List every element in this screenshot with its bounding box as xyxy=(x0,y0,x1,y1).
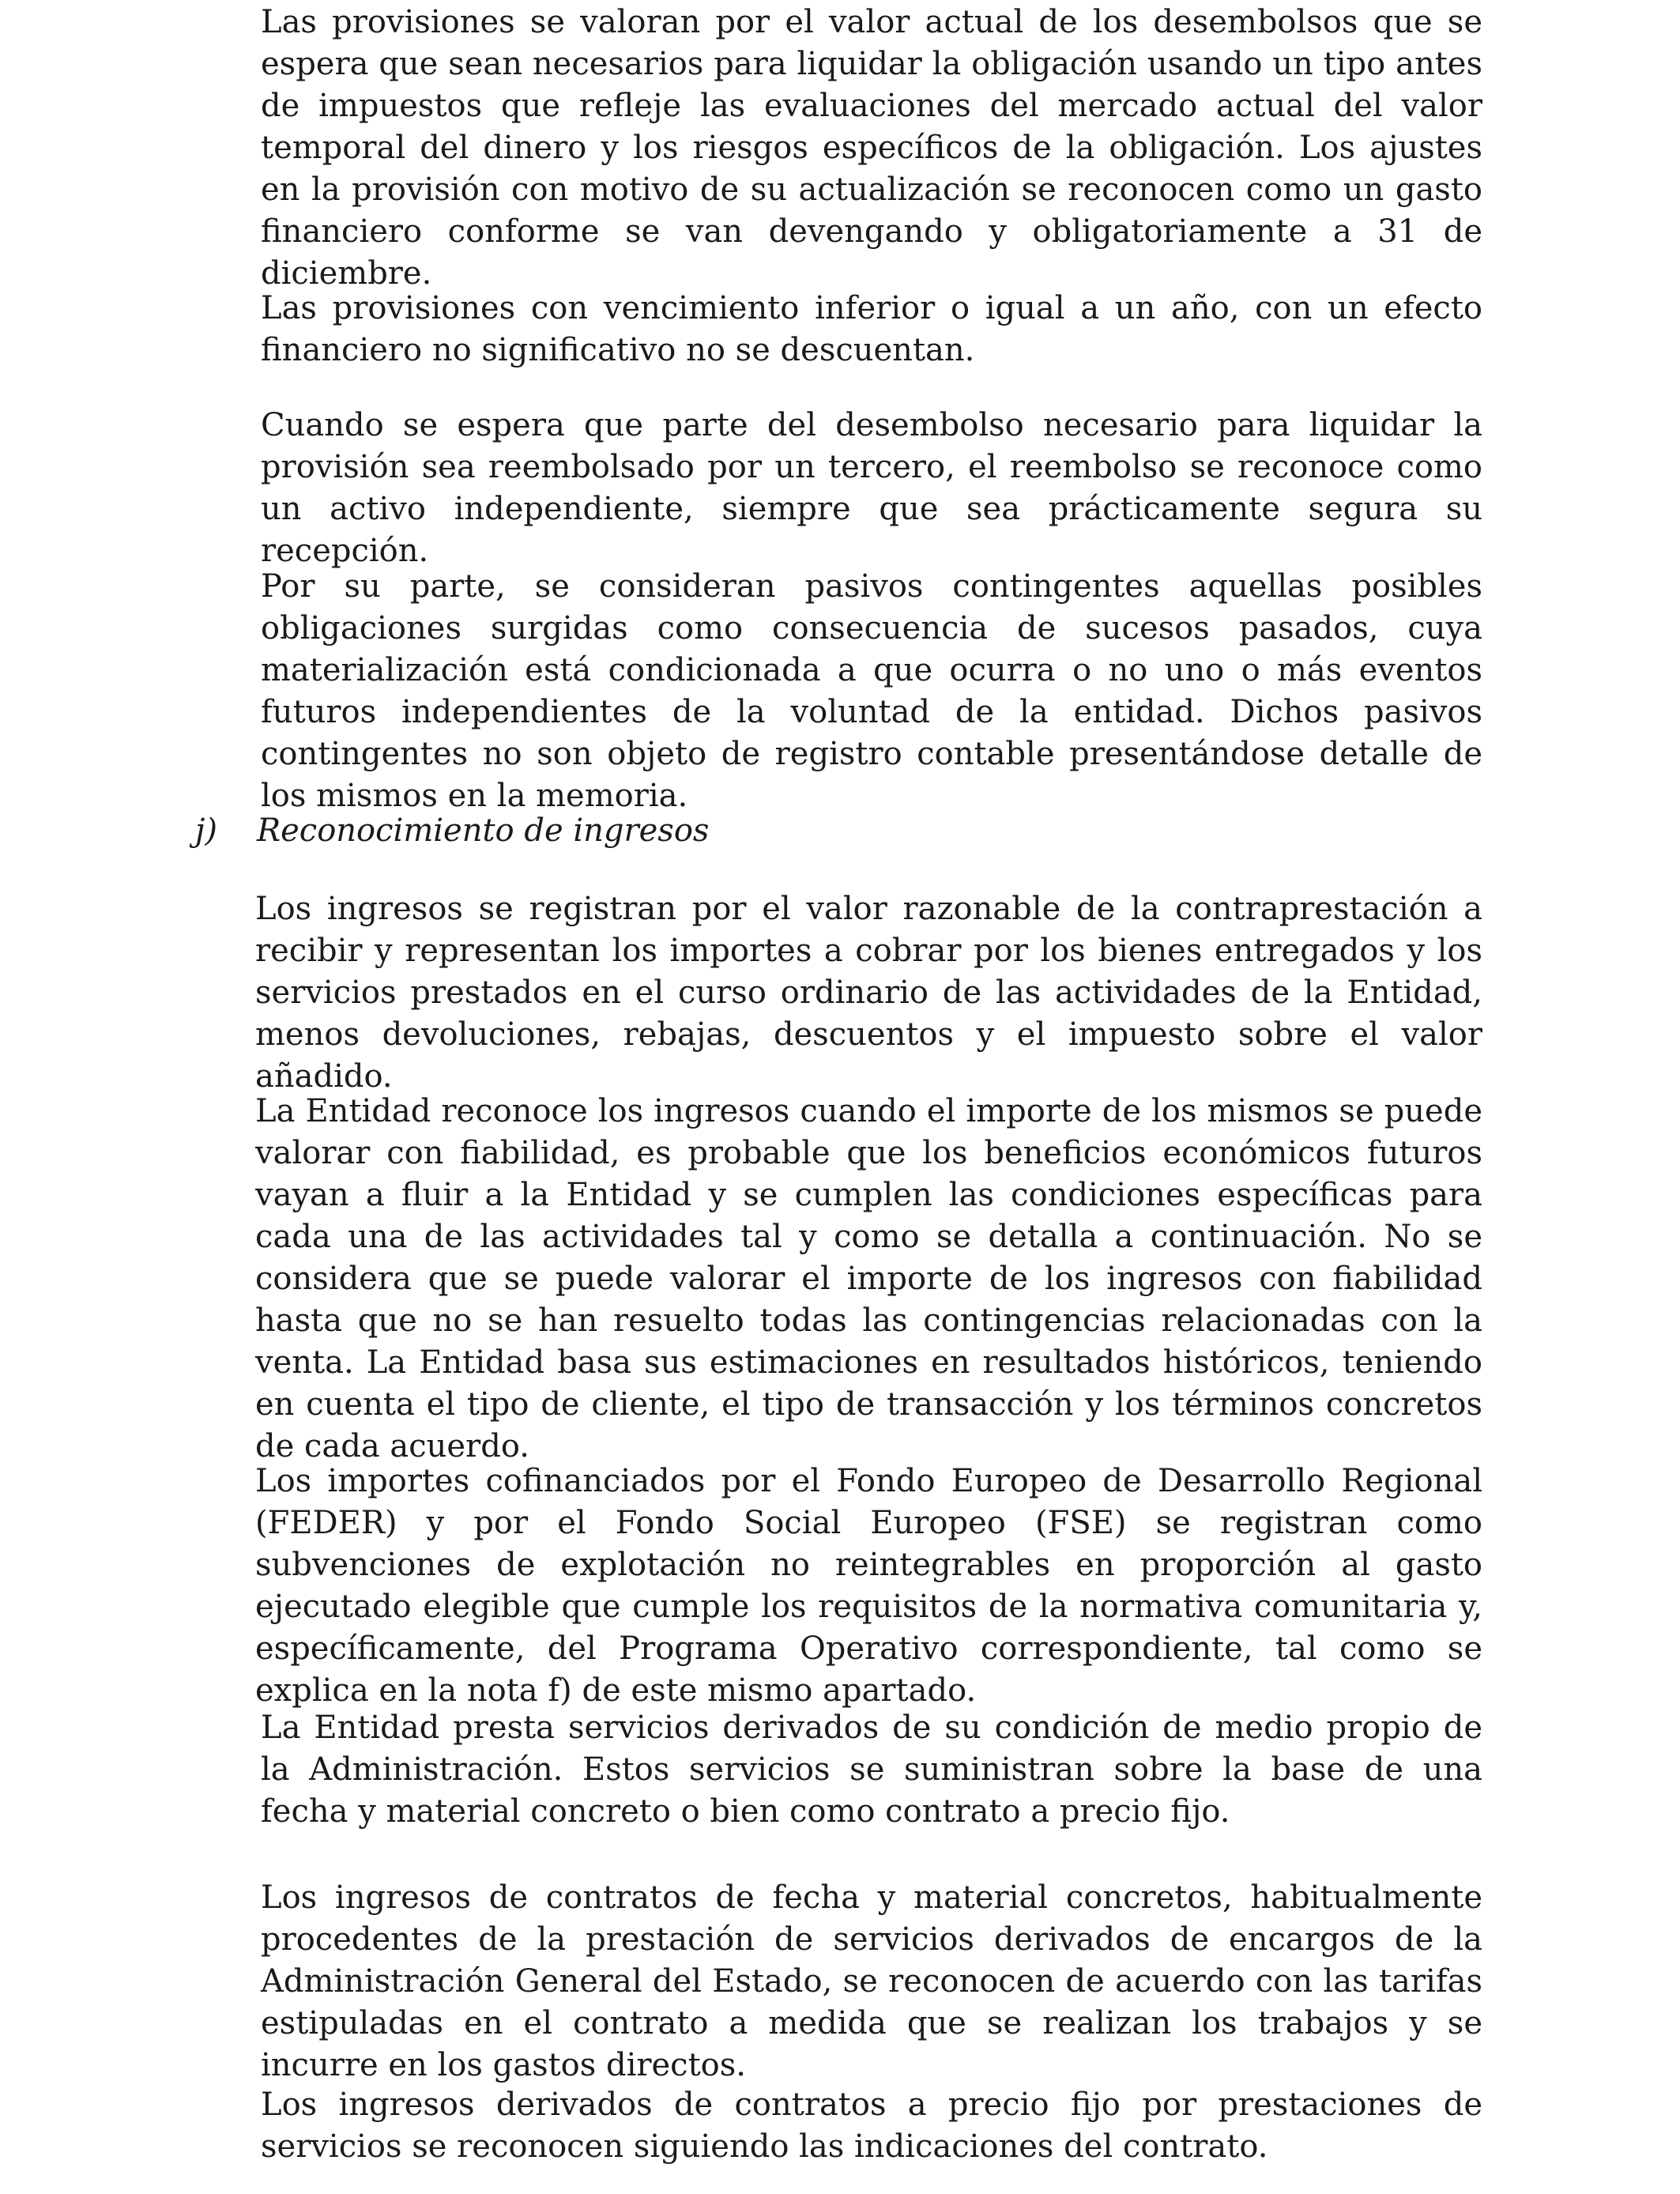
paragraph-contratos-precio-fijo: Los ingresos derivados de contratos a precio fijo por prestaciones de servicios se reconocen siguiendo las indicaciones del contrato. xyxy=(261,2087,1482,2165)
paragraph-feder-fse: Los importes cofinanciados por el Fondo Europeo de Desarrollo Regional (FEDER) y por el Fondo Social Europeo (FSE) se registran como subvenciones de explotación no reintegrables en proporción al gasto ejecutado elegible que cumple los requisitos de la normativa comunitaria y, específicamente, del Programa Operativo correspondiente, tal como se explica en la nota f) de este mismo apartado. xyxy=(255,1463,1482,1709)
paragraph-ingresos-reconocimiento: La Entidad reconoce los ingresos cuando el importe de los mismos se puede valorar con fiabilidad, es probable que los beneficios económicos futuros vayan a fluir a la Entidad y se cumplen las condiciones específicas para cada una de las actividades tal y como se detalla a continuación. No se considera que se puede valorar el importe de los ingresos con fiabilidad hasta que no se han resuelto todas las contingencias relacionadas con la venta. La Entidad basa sus estimaciones en resultados históricos, teniendo en cuenta el tipo de cliente, el tipo de transacción y los términos concretos de cada acuerdo. xyxy=(255,1093,1482,1465)
paragraph-ingresos-registro: Los ingresos se registran por el valor razonable de la contraprestación a recibir y representan los importes a cobrar por los bienes entregados y los servicios prestados en el curso ordinario de las actividades de la Entidad, menos devoluciones, rebajas, descuentos y el impuesto sobre el valor añadido. xyxy=(255,891,1482,1095)
paragraph-provisiones-vencimiento: Las provisiones con vencimiento inferior o igual a un año, con un efecto financiero no significativo no se descuentan. xyxy=(261,290,1482,368)
section-heading xyxy=(195,810,1482,852)
section-title: Reconocimiento de ingresos xyxy=(257,812,710,849)
paragraph-reembolso-tercero: Cuando se espera que parte del desembolso necesario para liquidar la provisión sea reembolsado por un tercero, el reembolso se reconoce como un activo independiente, siempre que sea prácticamente segura su recepción. xyxy=(261,407,1482,569)
paragraph-medio-propio: La Entidad presta servicios derivados de su condición de medio propio de la Administración. Estos servicios se suministran sobre la base de una fecha y material concreto o bien como contrato a precio fijo. xyxy=(261,1710,1482,1830)
section-number: j) xyxy=(195,812,218,849)
paragraph-provisiones-valoracion: Las provisiones se valoran por el valor actual de los desembolsos que se espera que sean necesarios para liquidar la obligación usando un tipo antes de impuestos que refleje las evaluaciones del mercado actual del valor temporal del dinero y los riesgos específicos de la obligación. Los ajustes en la provisión con motivo de su actualización se reconocen como un gasto financiero conforme se van devengando y obligatoriamente a 31 de diciembre. xyxy=(261,4,1482,292)
paragraph-pasivos-contingentes: Por su parte, se consideran pasivos contingentes aquellas posibles obligaciones surgidas como consecuencia de sucesos pasados, cuya materialización está condicionada a que ocurra o no uno o más eventos futuros independientes de la voluntad de la entidad. Dichos pasivos contingentes no son objeto de registro contable presentándose detalle de los mismos en la memoria. xyxy=(261,568,1482,814)
paragraph-contratos-fecha-material: Los ingresos de contratos de fecha y material concretos, habitualmente procedentes de la prestación de servicios derivados de encargos de la Administración General del Estado, se reconocen de acuerdo con las tarifas estipuladas en el contrato a medida que se realizan los trabajos y se incurre en los gastos directos. xyxy=(261,1879,1482,2083)
